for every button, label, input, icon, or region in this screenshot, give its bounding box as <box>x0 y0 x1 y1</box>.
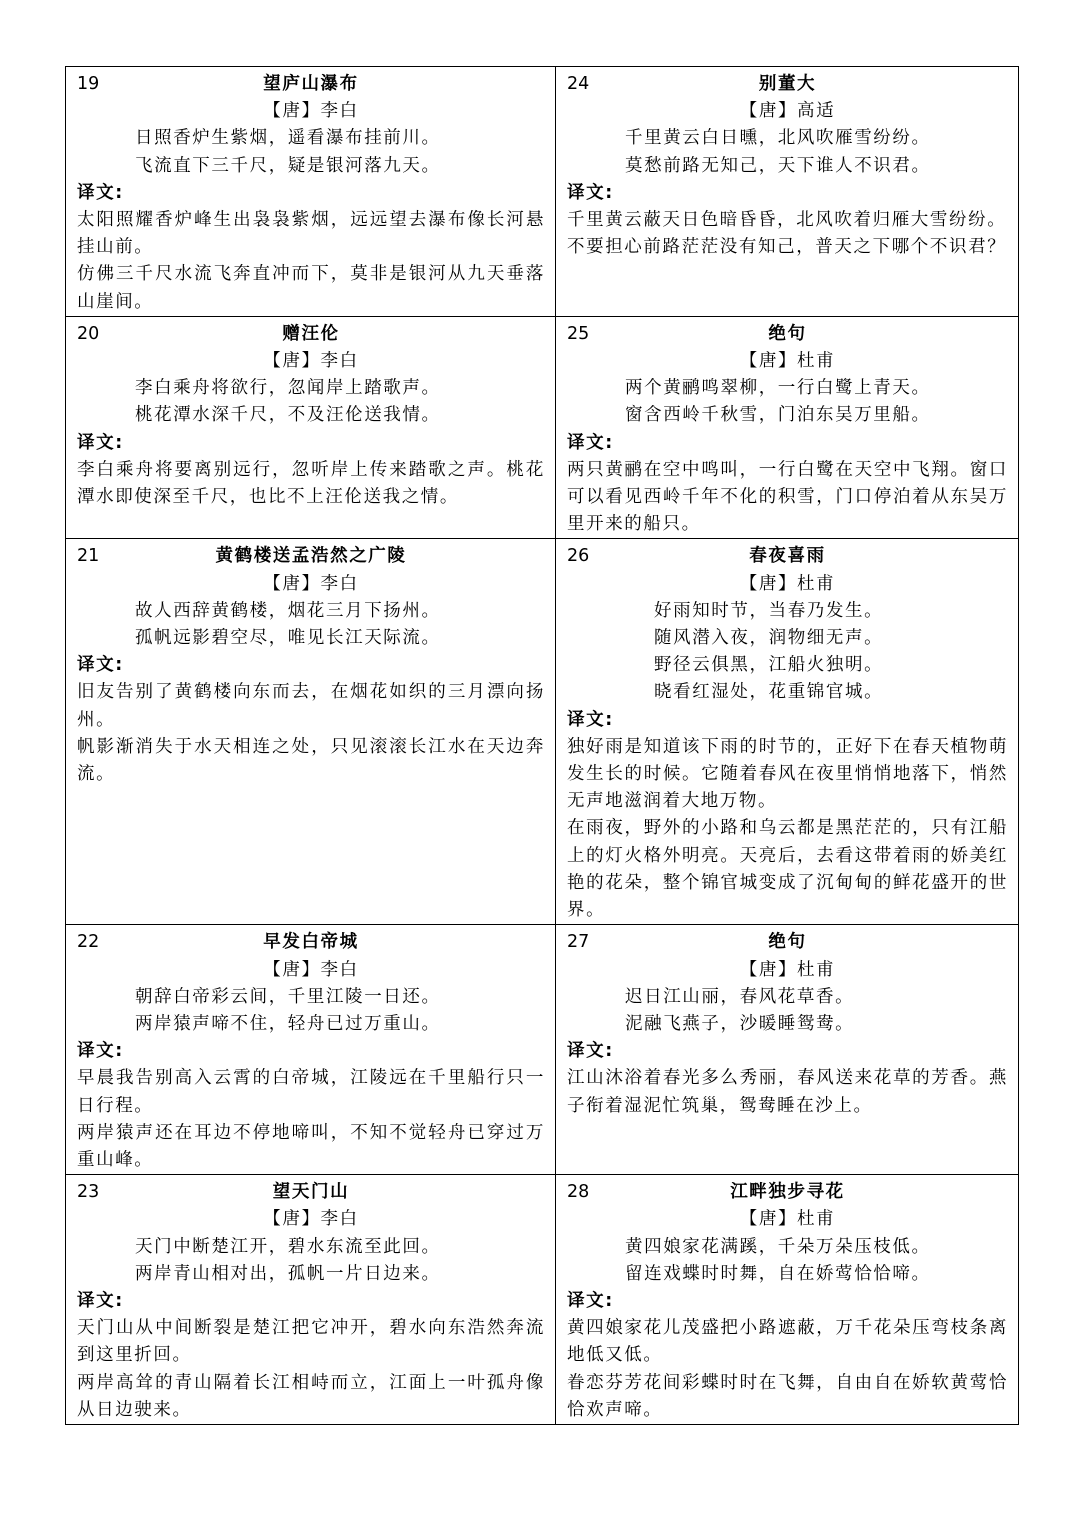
poem-title: 春夜喜雨 <box>749 546 826 567</box>
poem-number: 21 <box>77 546 100 567</box>
translation-paragraph: 旧友告别了黄鹤楼向东而去，在烟花如织的三月漂向扬州。 <box>77 682 545 730</box>
translation-paragraph: 太阳照耀香炉峰生出袅袅紫烟，远远望去瀑布像长河悬挂山前。 <box>77 210 545 258</box>
poem-author: 【唐】高适 <box>739 101 836 122</box>
translation-paragraph: 两岸猿声还在耳边不停地啼叫，不知不觉轻舟已穿过万重山峰。 <box>77 1122 545 1170</box>
poem-author: 【唐】李白 <box>263 351 359 372</box>
poem-verse-line: 李白乘舟将欲行，忽闻岸上踏歌声。 <box>135 378 441 399</box>
poem-cell-content <box>77 71 545 316</box>
translation-label: 译文: <box>567 432 614 453</box>
poem-number: 27 <box>567 932 590 953</box>
translation-paragraph: 黄四娘家花儿茂盛把小路遮蔽，万千花朵压弯枝条离地低又低。 <box>567 1318 1008 1366</box>
poem-verse-line: 黄四娘家花满蹊，千朵万朵压枝低。 <box>625 1236 931 1257</box>
poem-verse-line: 两岸青山相对出，孤帆一片日边来。 <box>135 1263 441 1284</box>
poem-cell-content <box>567 321 1008 539</box>
poem-table <box>65 66 1019 1425</box>
poem-verse-line: 日照香炉生紫烟，遥看瀑布挂前川。 <box>135 128 441 149</box>
translation-paragraph: 不要担心前路茫茫没有知己，普天之下哪个不识君？ <box>567 237 1007 258</box>
translation-paragraph: 两岸高耸的青山隔着长江相峙而立，江面上一叶孤舟像从日边驶来。 <box>77 1372 545 1420</box>
translation-label: 译文: <box>567 1041 614 1062</box>
translation-label: 译文: <box>77 432 124 453</box>
poem-title: 望庐山瀑布 <box>263 74 359 94</box>
poem-cell-content <box>77 321 545 511</box>
poem-cell-content <box>567 71 1008 261</box>
poem-cell <box>66 67 556 317</box>
poem-row <box>66 539 1019 925</box>
translation-paragraph: 天门山从中间断裂是楚江把它冲开，碧水向东浩然奔流到这里折回。 <box>77 1318 545 1366</box>
poem-author: 【唐】李白 <box>263 573 359 594</box>
translation-label: 译文: <box>77 655 124 676</box>
translation-paragraph: 独好雨是知道该下雨的时节的，正好下在春天植物萌发生长的时候。它随着春风在夜里悄悄地落下，悄然无声地滋润着大地万物。 <box>567 736 1008 812</box>
poem-verse-line: 千里黄云白日曛，北风吹雁雪纷纷。 <box>625 128 931 149</box>
poem-row <box>66 316 1019 539</box>
poem-verse-line: 好雨知时节，当春乃发生。 <box>654 600 884 621</box>
poem-verse-line: 留连戏蝶时时舞，自在娇莺恰恰啼。 <box>625 1263 931 1284</box>
translation-paragraph: 帆影渐消失于水天相连之处，只见滚滚长江水在天边奔流。 <box>77 736 545 785</box>
poem-cell <box>556 67 1019 317</box>
poem-cell <box>556 1175 1019 1425</box>
poem-verse-line: 迟日江山丽，春风花草香。 <box>625 986 855 1007</box>
poem-table-body <box>66 67 1019 1425</box>
translation-label: 译文: <box>567 1290 614 1311</box>
poem-cell-content <box>77 929 545 1174</box>
poem-title: 江畔独步寻花 <box>730 1182 845 1203</box>
translation-label: 译文: <box>567 182 614 203</box>
poem-cell <box>556 539 1019 925</box>
poem-number: 26 <box>567 546 590 567</box>
translation-paragraph: 在雨夜，野外的小路和乌云都是黑茫茫的，只有江船上的灯火格外明亮。天亮后，去看这带着雨的娇美红艳的花朵，整个锦官城变成了沉甸甸的鲜花盛开的世界。 <box>567 818 1008 921</box>
poem-cell <box>66 925 556 1175</box>
poem-cell <box>66 539 556 925</box>
poem-title: 赠汪伦 <box>282 323 340 344</box>
poem-cell-content <box>77 1179 545 1424</box>
translation-label: 译文: <box>77 1290 124 1311</box>
poem-title: 别董大 <box>758 74 817 94</box>
poem-number: 28 <box>567 1182 590 1203</box>
translation-paragraph: 江山沐浴着春光多么秀丽，春风送来花草的芳香。燕子衔着湿泥忙筑巢，鸳鸯睡在沙上。 <box>567 1068 1008 1116</box>
translation-label: 译文: <box>567 709 614 730</box>
poem-cell-content <box>567 1179 1008 1424</box>
poem-row <box>66 925 1019 1175</box>
poem-author: 【唐】李白 <box>263 1209 359 1230</box>
poem-verse-line: 桃花潭水深千尺，不及汪伦送我情。 <box>135 405 441 426</box>
translation-paragraph: 李白乘舟将要离别远行，忽听岸上传来踏歌之声。桃花潭水即使深至千尺，也比不上汪伦送我之情。 <box>77 459 545 508</box>
translation-paragraph: 眷恋芬芳花间彩蝶时时在飞舞，自由自在娇软黄莺恰恰欢声啼。 <box>567 1372 1008 1420</box>
poem-number: 22 <box>77 932 100 953</box>
translation-paragraph: 两只黄鹂在空中鸣叫，一行白鹭在天空中飞翔。窗口可以看见西岭千年不化的积雪，门口停泊着从东吴万里开来的船只。 <box>567 459 1008 535</box>
poem-verse-line: 莫愁前路无知己，天下谁人不识君。 <box>625 155 931 176</box>
poem-cell <box>66 1175 556 1425</box>
poem-author: 【唐】杜甫 <box>739 351 836 372</box>
poem-verse-line: 朝辞白帝彩云间，千里江陵一日还。 <box>135 986 441 1007</box>
poem-verse-line: 随风潜入夜，润物细无声。 <box>654 628 884 649</box>
poem-author: 【唐】李白 <box>263 101 359 122</box>
poem-author: 【唐】杜甫 <box>739 573 836 594</box>
poem-number: 25 <box>567 323 590 344</box>
translation-paragraph: 早晨我告别高入云霄的白帝城，江陵远在千里船行只一日行程。 <box>77 1068 545 1116</box>
translation-paragraph: 仿佛三千尺水流飞奔直冲而下，莫非是银河从九天垂落山崖间。 <box>77 264 545 312</box>
poem-cell-content <box>567 543 1008 924</box>
poem-verse-line: 天门中断楚江开，碧水东流至此回。 <box>135 1236 441 1257</box>
poem-verse-line: 晓看红湿处，花重锦官城。 <box>654 682 884 703</box>
translation-paragraph: 千里黄云蔽天日色暗昏昏，北风吹着归雁大雪纷纷。 <box>567 210 1007 231</box>
poem-author: 【唐】杜甫 <box>739 1209 836 1230</box>
poem-row <box>66 67 1019 317</box>
poem-title: 早发白帝城 <box>263 932 359 953</box>
poem-verse-line: 飞流直下三千尺，疑是银河落九天。 <box>135 155 441 176</box>
poem-verse-line: 孤帆远影碧空尽，唯见长江天际流。 <box>135 628 441 649</box>
translation-label: 译文: <box>77 1041 124 1062</box>
poem-title: 黄鹤楼送孟浩然之广陵 <box>215 546 407 567</box>
poem-author: 【唐】李白 <box>263 959 359 980</box>
poem-title: 绝句 <box>768 323 807 344</box>
poem-number: 20 <box>77 323 100 344</box>
poem-author: 【唐】杜甫 <box>739 959 836 980</box>
poem-verse-line: 两岸猿声啼不住，轻舟已过万重山。 <box>135 1013 441 1034</box>
poem-number: 23 <box>77 1182 100 1203</box>
poem-cell-content <box>77 543 545 788</box>
poem-row <box>66 1175 1019 1425</box>
poem-verse-line: 泥融飞燕子，沙暖睡鸳鸯。 <box>625 1013 855 1034</box>
poem-cell-content <box>567 929 1008 1119</box>
poem-title: 望天门山 <box>272 1182 350 1203</box>
poem-cell <box>556 316 1019 539</box>
translation-label: 译文: <box>77 182 124 203</box>
poem-number: 19 <box>77 74 100 94</box>
poem-number: 24 <box>567 74 590 94</box>
poem-cell <box>556 925 1019 1175</box>
poem-verse-line: 故人西辞黄鹤楼，烟花三月下扬州。 <box>135 600 441 621</box>
poem-verse-line: 野径云俱黑，江船火独明。 <box>654 655 884 676</box>
poem-cell <box>66 316 556 539</box>
poem-verse-line: 两个黄鹂鸣翠柳，一行白鹭上青天。 <box>625 378 931 399</box>
poem-title: 绝句 <box>768 932 807 953</box>
poem-verse-line: 窗含西岭千秋雪，门泊东吴万里船。 <box>625 405 931 426</box>
